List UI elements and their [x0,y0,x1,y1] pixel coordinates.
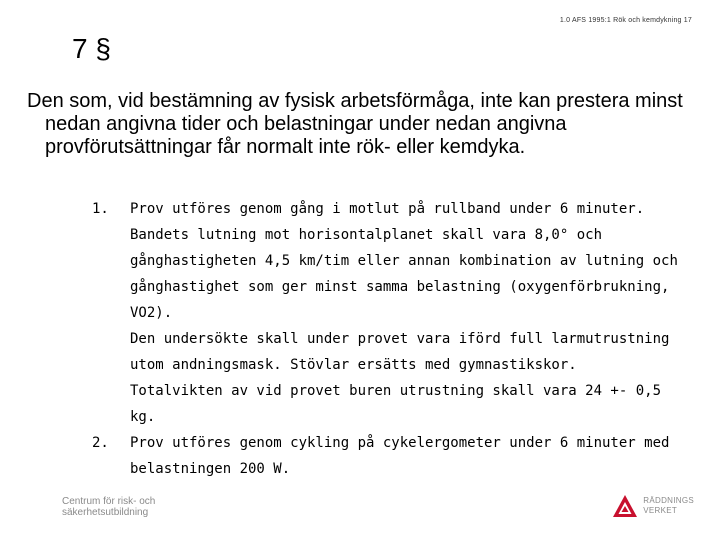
intro-paragraph: Den som, vid bestämning av fysisk arbetsförmåga, inte kan prestera minst nedan angivna tider och belastningar under nedan angivna provförutsättningar får normalt inte rök- eller kemdyka. [27,90,683,158]
list-item [92,430,692,482]
list-item-text [130,430,692,482]
agency-logo-line: VERKET [643,506,678,515]
list-item-number: 2. [92,435,109,451]
footer-organization-line: säkerhetsutbildning [62,507,149,518]
requirement-list [92,196,692,482]
triangle-logo-icon [612,494,638,518]
list-item [92,196,692,430]
footer-organization-line: Centrum för risk- och [62,496,156,507]
section-heading: 7 § [72,33,111,64]
document-reference: 1.0 AFS 1995:1 Rök och kemdykning 17 [559,17,692,24]
list-item-number: 1. [92,201,109,217]
agency-logo-line: RÄDDNINGS [643,496,694,505]
agency-logo-text [643,496,694,516]
list-item-paragraph: Prov utföres genom gång i motlut på rullband under 6 minuter. Bandets lutning mot horisontalplanet skall vara 8,0° och gånghastigheten 4,5 km/tim eller annan kombination av lutning och gånghastighet som ger minst samma belastning (oxygenförbrukning, VO2). [130,201,678,321]
list-item-paragraph: Prov utföres genom cykling på cykelergometer under 6 minuter med belastningen 200 W. [130,435,670,477]
agency-logo [612,494,694,518]
list-item-text [130,196,692,430]
footer-organization [62,496,155,518]
list-item-paragraph: Totalvikten av vid provet buren utrustning skall vara 24 +- 0,5 kg. [130,383,662,425]
list-item-paragraph: Den undersökte skall under provet vara iförd full larmutrustning utom andningsmask. Stövlar ersätts med gymnastikskor. [130,331,670,373]
